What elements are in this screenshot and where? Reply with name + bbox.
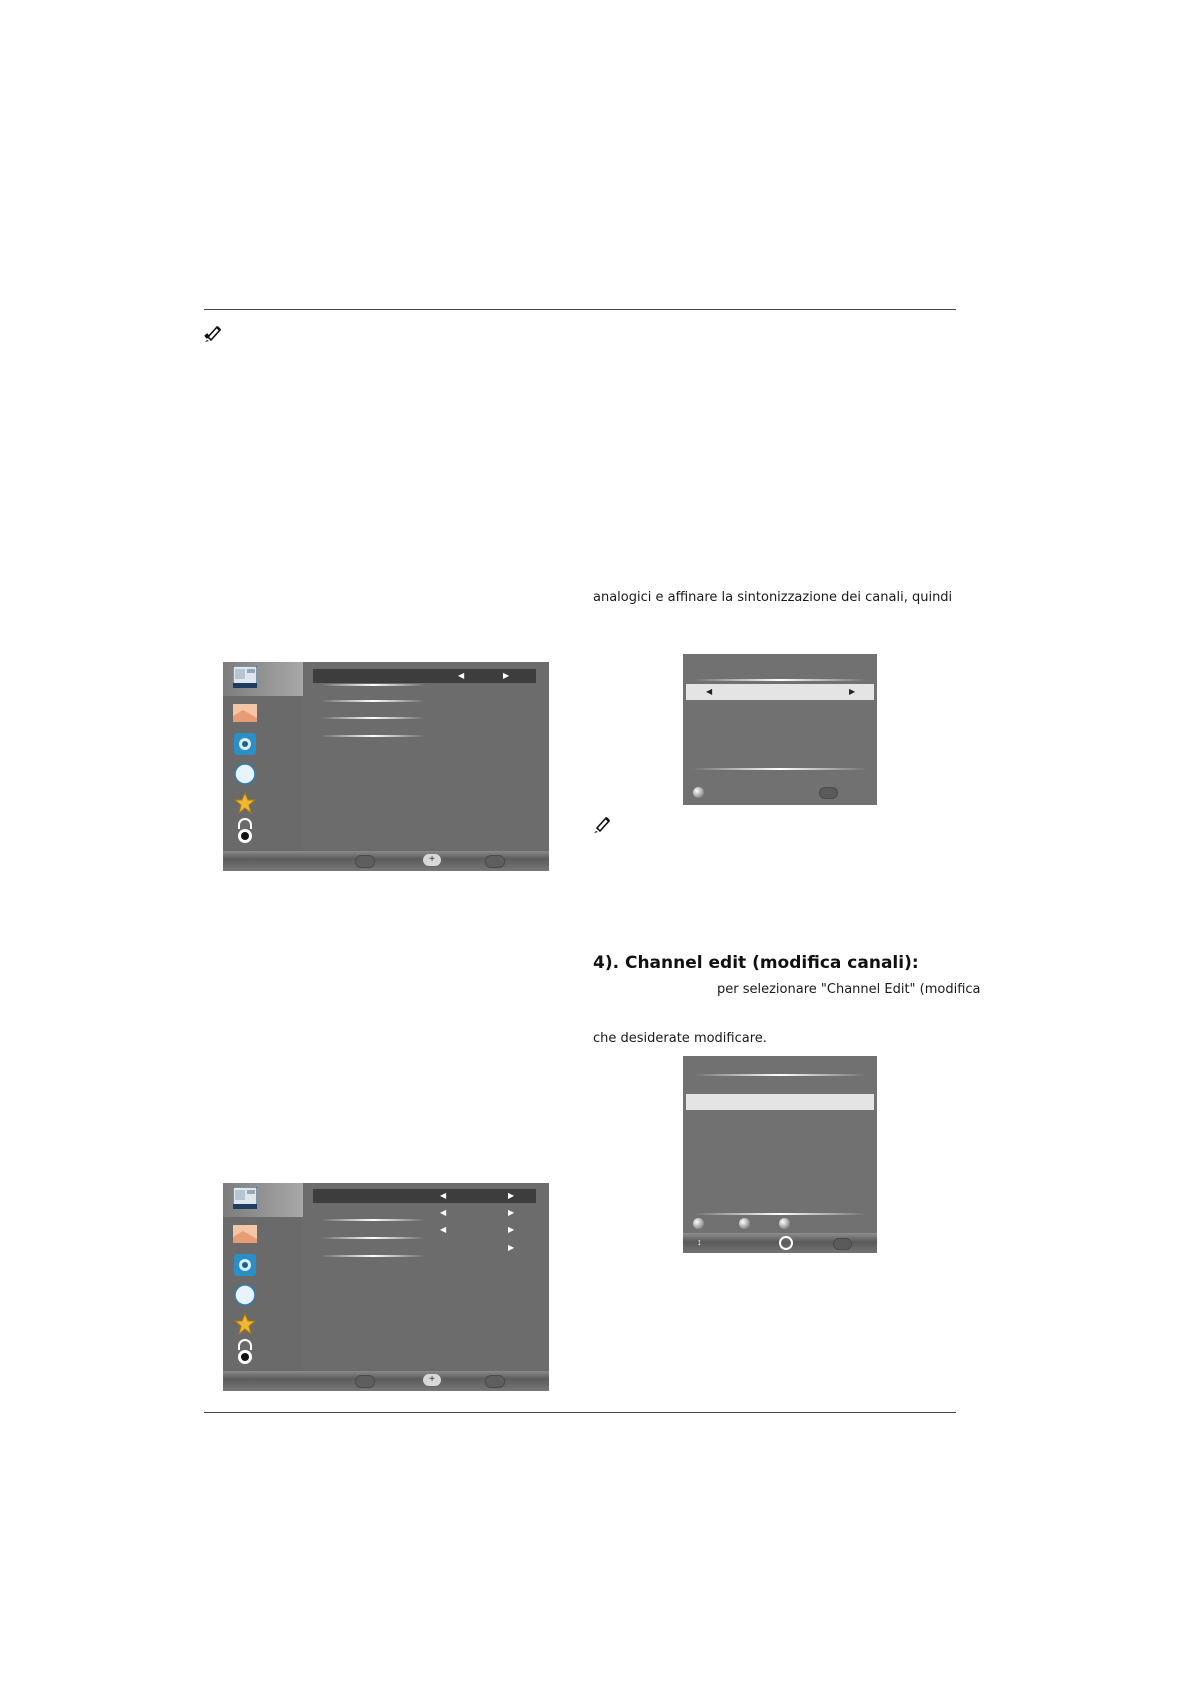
pencil-note-icon bbox=[203, 324, 223, 344]
channel-list-selected-row[interactable] bbox=[686, 1094, 874, 1110]
right-arrow-icon[interactable]: ▶ bbox=[508, 1191, 515, 1200]
menu-sidebar bbox=[223, 662, 303, 851]
yellow-key-button[interactable] bbox=[779, 1218, 790, 1229]
menu-highlight-row[interactable] bbox=[313, 1189, 536, 1203]
menu-row-divider bbox=[321, 717, 425, 719]
menu-row-divider bbox=[321, 684, 425, 686]
dialog-nav-bar bbox=[683, 1233, 877, 1253]
menu-key-button[interactable] bbox=[355, 1375, 375, 1388]
menu-content bbox=[303, 662, 549, 851]
menu-nav-bar bbox=[223, 851, 549, 871]
dpad-icon[interactable]: + bbox=[423, 1374, 441, 1386]
left-arrow-icon[interactable]: ◀ bbox=[440, 1191, 447, 1200]
red-key-button[interactable] bbox=[693, 1218, 704, 1229]
body-text-analog-tuning: analogici e affinare la sintonizzazione dei canali, quindi bbox=[593, 590, 953, 605]
dialog-title-divider bbox=[693, 1074, 867, 1076]
menu-key-button[interactable] bbox=[833, 1238, 852, 1250]
section-heading-channel-edit: 4). Channel edit (modifica canali): bbox=[593, 953, 919, 973]
favorite-star-icon[interactable] bbox=[233, 792, 257, 814]
color-key-button[interactable] bbox=[693, 787, 704, 798]
left-arrow-icon[interactable]: ◀ bbox=[440, 1225, 447, 1234]
tv-channel-menu-1 bbox=[223, 662, 549, 871]
right-arrow-icon[interactable]: ▶ bbox=[849, 687, 856, 696]
dialog-footer-divider bbox=[693, 1213, 867, 1215]
left-arrow-icon[interactable]: ◀ bbox=[706, 687, 713, 696]
menu-sidebar bbox=[223, 1183, 303, 1371]
pencil-note-icon-2 bbox=[592, 815, 612, 835]
menu-row-divider bbox=[321, 1219, 425, 1221]
menu-row-divider bbox=[321, 1237, 425, 1239]
image-menu-icon[interactable] bbox=[233, 702, 257, 724]
top-rule bbox=[204, 309, 956, 310]
right-arrow-icon[interactable]: ▶ bbox=[508, 1208, 515, 1217]
bottom-rule bbox=[204, 1412, 956, 1413]
menu-row-divider bbox=[321, 700, 425, 702]
dialog-footer-divider bbox=[693, 768, 867, 770]
menu-nav-bar bbox=[223, 1371, 549, 1391]
tv-channel-menu-2 bbox=[223, 1183, 549, 1391]
updown-icon: ↕ bbox=[697, 1237, 702, 1247]
green-key-button[interactable] bbox=[739, 1218, 750, 1229]
dialog-title-divider bbox=[693, 679, 867, 681]
menu-key-button[interactable] bbox=[355, 855, 375, 868]
menu-row-divider bbox=[321, 735, 425, 737]
time-menu-icon[interactable] bbox=[233, 763, 257, 785]
right-arrow-icon[interactable]: ▶ bbox=[503, 671, 510, 680]
ok-key-button[interactable] bbox=[819, 787, 838, 799]
menu-row-divider bbox=[321, 1255, 425, 1257]
time-menu-icon[interactable] bbox=[233, 1284, 257, 1306]
ok-icon[interactable] bbox=[779, 1236, 793, 1250]
favorite-star-icon[interactable] bbox=[233, 1313, 257, 1335]
right-arrow-icon[interactable]: ▶ bbox=[508, 1225, 515, 1234]
image-menu-icon[interactable] bbox=[233, 1223, 257, 1245]
fine-tune-dialog bbox=[683, 654, 877, 805]
exit-key-button[interactable] bbox=[485, 855, 505, 868]
sound-menu-icon[interactable] bbox=[233, 733, 257, 755]
picture-menu-icon[interactable] bbox=[233, 666, 257, 688]
channel-edit-dialog bbox=[683, 1056, 877, 1253]
sound-menu-icon[interactable] bbox=[233, 1254, 257, 1276]
body-text-modify: che desiderate modificare. bbox=[593, 1031, 767, 1046]
menu-content bbox=[303, 1183, 549, 1371]
lock-icon[interactable] bbox=[233, 818, 257, 844]
exit-key-button[interactable] bbox=[485, 1375, 505, 1388]
dpad-icon[interactable]: + bbox=[423, 854, 441, 866]
picture-menu-icon[interactable] bbox=[233, 1187, 257, 1209]
body-text-select-channel-edit: per selezionare "Channel Edit" (modifica bbox=[717, 982, 981, 997]
lock-icon[interactable] bbox=[233, 1339, 257, 1365]
left-arrow-icon[interactable]: ◀ bbox=[458, 671, 465, 680]
dialog-selected-row[interactable] bbox=[686, 684, 874, 700]
right-arrow-icon[interactable]: ▶ bbox=[508, 1243, 515, 1252]
left-arrow-icon[interactable]: ◀ bbox=[440, 1208, 447, 1217]
